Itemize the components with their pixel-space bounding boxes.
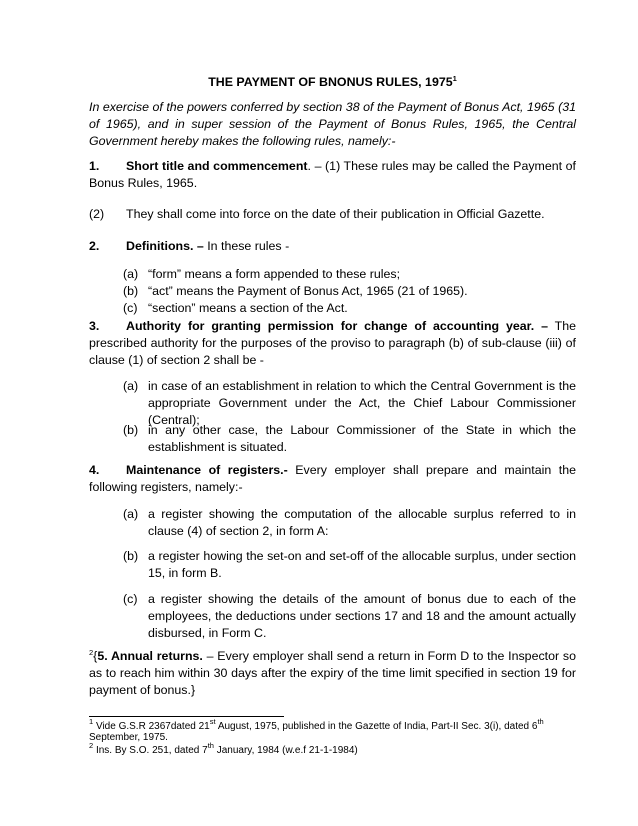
list-item: (a) “form” means a form appended to these rules;: [123, 267, 401, 281]
preamble: In exercise of the powers conferred by section 38 of the Payment of Bonus Act, 1965 (31 of 1965), and in super session of the Payment of Bonus Rules, 1965, the Central Government hereby makes the following rules, namely:-: [89, 100, 576, 148]
rule-2: 2. Definitions. – In these rules -: [89, 239, 290, 253]
footnote-divider: [89, 716, 284, 717]
footnote-1: $^1$ Vide G.S.R 2367dated 21st August, 1975, published in the Gazette of India, Part-II Sec. 3(i), dated 6th September, 1975.: [89, 717, 544, 743]
list-item: (c) a register showing the details of the amount of bonus due to each of the employees, the deductions under sections 17 and 18 and the amount actually disbursed, in Form C.: [123, 592, 576, 640]
rule-5-footnote-ref[interactable]: 2: [89, 648, 94, 657]
rule-3-heading: Authority for granting permission for change of accounting year. –: [126, 319, 548, 333]
rule-5-heading: 5. Annual returns.: [97, 649, 203, 663]
rule-1-subclause-2: (2) They shall come into force on the date of their publication in Official Gazette.: [89, 207, 545, 221]
list-item: (b) “act” means the Payment of Bonus Act, 1965 (21 of 1965).: [123, 284, 468, 298]
rule-2-heading: Definitions. –: [126, 239, 204, 253]
rule-5: $^2${5. Annual returns. – Every employer shall send a return in Form D to the Inspector so as to reach him within 30 days after the expiry of the time limit specified in section 19 for payment of bonus.}: [89, 648, 576, 697]
list-item: (b) a register howing the set-on and set-off of the allocable surplus, under section 15, in form B.: [123, 549, 576, 580]
footnote-2: $^2$ Ins. By S.O. 251, dated 7th January, 1984 (w.e.f 21-1-1984): [89, 741, 358, 756]
page-title: THE PAYMENT OF BNONUS RULES, 1975$^1$: [208, 74, 457, 89]
list-item: (c) “section” means a section of the Act.: [123, 301, 348, 315]
title-footnote-ref[interactable]: 1: [452, 74, 457, 83]
rule-3: 3. Authority for granting permission for change of accounting year. – The prescribed authority for the purposes of the proviso to paragraph (b) of sub-clause (iii) of clause (1) of section 2 shall be -: [89, 319, 576, 367]
rule-4: 4. Maintenance of registers.- Every employer shall prepare and maintain the following registers, namely:-: [89, 463, 577, 494]
rule-1: 1. Short title and commencement. – (1) These rules may be called the Payment of Bonus Rules, 1965.: [89, 159, 577, 190]
list-item: (b) in any other case, the Labour Commissioner of the State in which the establishment is situated.: [123, 423, 576, 454]
list-item: (a) a register showing the computation of the allocable surplus referred to in clause (4) of section 2, in form A:: [123, 507, 576, 538]
rule-4-heading: Maintenance of registers.-: [126, 463, 288, 477]
list-item: (a) in case of an establishment in relation to which the Central Government is the appropriate Government under the Act, the Chief Labour Commissioner (Central);: [123, 379, 576, 427]
rule-1-heading: Short title and commencement: [126, 159, 308, 173]
